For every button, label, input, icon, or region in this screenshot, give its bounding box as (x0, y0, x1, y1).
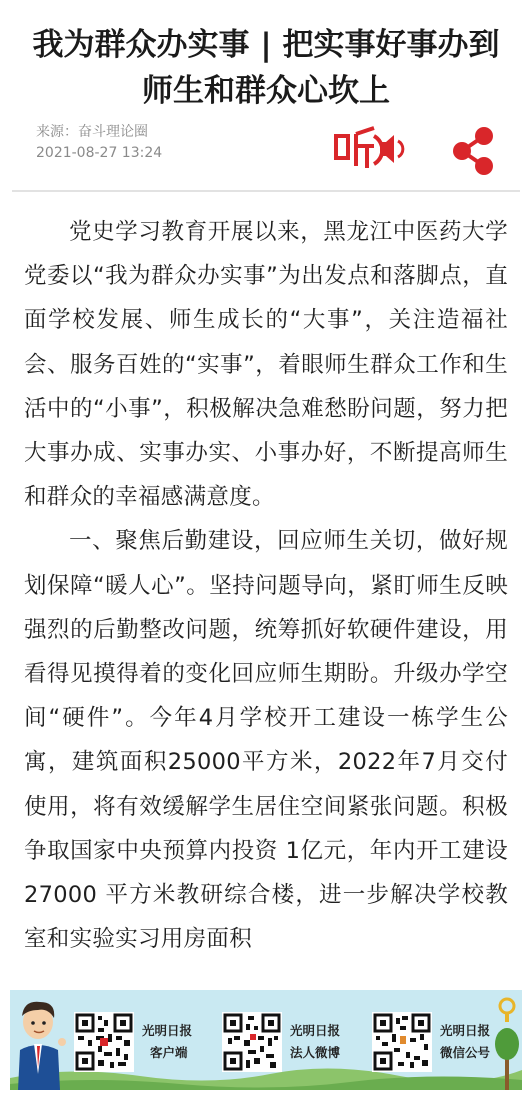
mascot-icon (12, 994, 68, 1090)
qr-code-icon (74, 1012, 134, 1072)
banner-label-wechat: 光明日报 微信公号 (440, 1023, 491, 1060)
promo-banner (10, 990, 522, 1090)
tree-icon (490, 996, 520, 1090)
share-icon[interactable] (450, 126, 496, 176)
listen-icon[interactable] (334, 126, 410, 172)
article-header (0, 0, 532, 190)
qr-code-icon (222, 1012, 282, 1072)
banner-label-client: 光明日报 客户端 (142, 1023, 193, 1060)
header-divider (12, 190, 520, 192)
article-title: 我为群众办实事 | 把实事好事办到师生和群众心坎上 (32, 27, 500, 109)
article-paragraph: 一、聚焦后勤建设，回应师生关切，做好规划保障“暖人心”。坚持问题导向，紧盯师生反映强烈的后勤整改问题，统筹抓好软硬件建设，用看得见摸得着的变化回应师生期盼。升级办学空间“硬件”。今年4月学校开工建设一栋学生公寓，建筑面积25000平方米，2022年7月交付使用，将有效缓解学生居住空间紧张问题。积极争取国家中央预算内投资 1亿元，年内开工建设27000 平方米教研综合楼，进一步解决学校教室和实验实习用房面积 (24, 528, 508, 953)
article-body[interactable] (0, 196, 532, 960)
banner-label-weibo: 光明日报 法人微博 (290, 1023, 341, 1060)
qr-code-icon (372, 1012, 432, 1072)
article-datetime: 2021-08-27 13:24 (36, 145, 163, 161)
article-source: 来源：奋斗理论圈 (36, 124, 148, 140)
article-meta (36, 122, 162, 164)
article-paragraph: 党史学习教育开展以来，黑龙江中医药大学党委以“我为群众办实事”为出发点和落脚点，直面学校发展、师生成长的“大事”，关注造福社会、服务百姓的“实事”，着眼师生群众工作和生活中的“小事”，积极解决急难愁盼问题，努力把大事办成、实事办实、小事办好，不断提高师生和群众的幸福感满意度。 (24, 219, 508, 511)
